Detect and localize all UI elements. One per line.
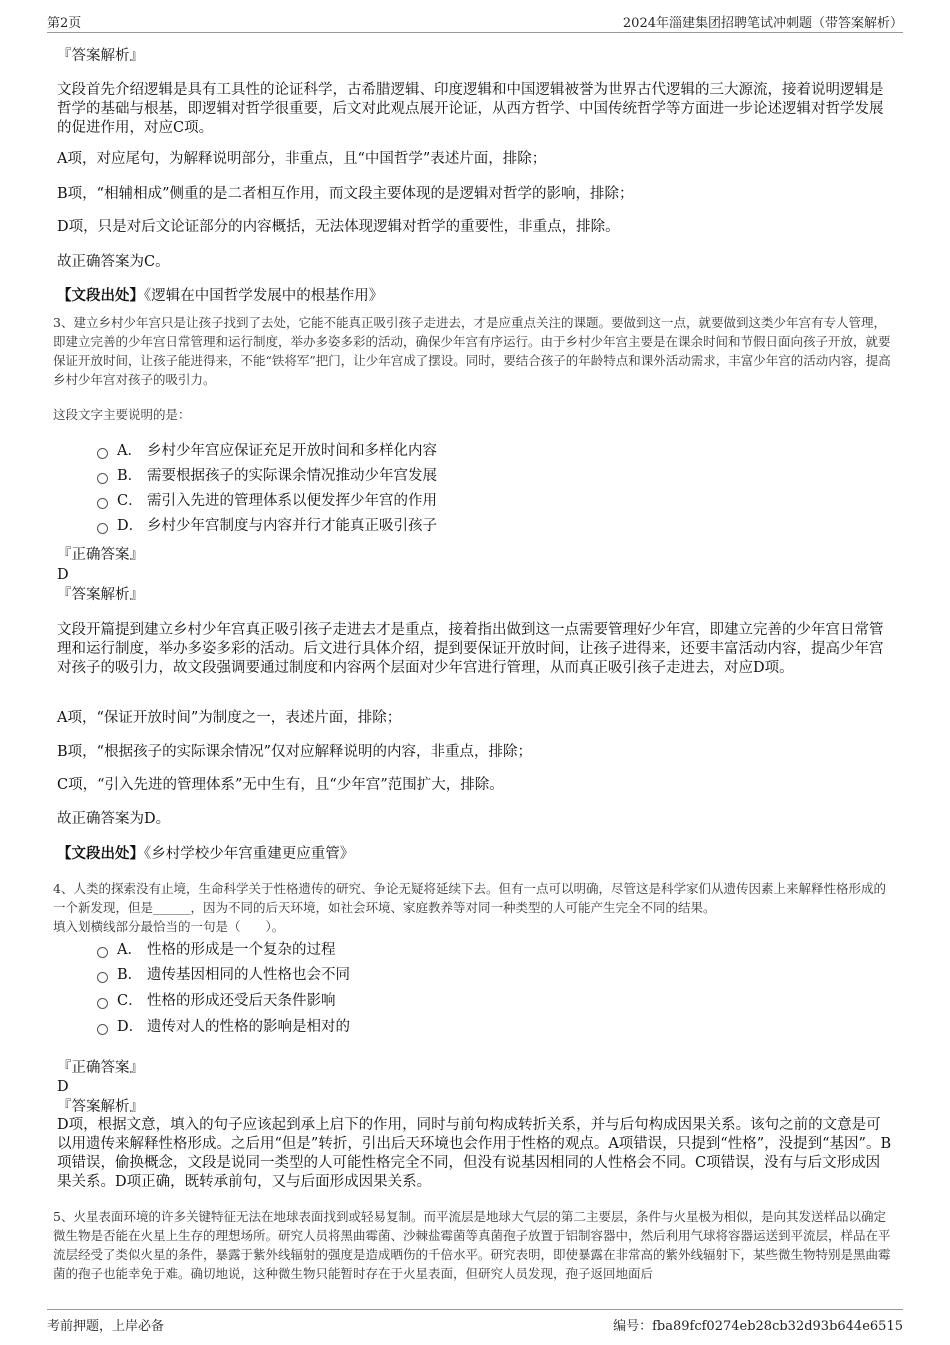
q4-option-c[interactable] xyxy=(97,991,336,1011)
page-footer xyxy=(47,1309,903,1334)
q2-analysis-paragraph: 文段首先介绍逻辑是具有工具性的论证科学，古希腊逻辑、印度逻辑和中国逻辑被誉为世界古代逻辑的三大源流，接着说明逻辑是哲学的基础与根基，即逻辑对哲学很重要，后文对此观点展开论证，从西方哲学、中国传统哲学等方面进一步论述逻辑对哲学发展的促进作用，对应C项。 xyxy=(57,82,884,136)
q3-option-b[interactable] xyxy=(97,466,437,486)
radio-icon[interactable] xyxy=(97,473,108,484)
q3-analysis-title: 『答案解析』 xyxy=(57,587,144,603)
q3-analysis-option-b: B项，“根据孩子的实际课余情况”仅对应解释说明的内容，非重点，排除； xyxy=(57,744,532,760)
q4-option-b[interactable] xyxy=(97,965,350,985)
page-number: 第2页 xyxy=(47,16,82,31)
q2-source-title: 《逻辑在中国哲学发展中的根基作用》 xyxy=(144,288,384,304)
option-key: D． xyxy=(117,518,144,534)
radio-icon[interactable] xyxy=(97,998,108,1009)
document-title: 2024年淄建集团招聘笔试冲刺题（带答案解析） xyxy=(622,16,903,31)
option-key: C． xyxy=(117,993,143,1009)
radio-icon[interactable] xyxy=(97,448,108,459)
q4-stem: 4、人类的探索没有止境，生命科学关于性格遗传的研究、争论无疑将延续下去。但有一点可以明确，尽管这是科学家们从遗传因素上来解释性格形成的一个新发现，但是______，因为不同的后天环境，如社会环境、家庭教养等对同一种类型的人可能产生完全不同的结果。 xyxy=(53,881,886,915)
option-text: 性格的形成还受后天条件影响 xyxy=(147,993,336,1009)
q3-analysis-paragraph: 文段开篇提到建立乡村少年宫真正吸引孩子走进去才是重点，接着指出做到这一点需要管理好少年宫，即建立完善的少年宫日常管理和运行制度，举办多姿多彩的活动。后文进行具体介绍，提到要保证开放时间，让孩子进得来，还要丰富活动内容，提高少年宫对孩子的吸引力，故文段强调要通过制度和内容两个层面对少年宫进行管理，从而真正吸引孩子走进去，对应D项。 xyxy=(57,622,884,676)
q2-analysis-title: 『答案解析』 xyxy=(57,48,144,64)
option-text: 乡村少年宫应保证充足开放时间和多样化内容 xyxy=(147,443,437,459)
q4-option-a[interactable] xyxy=(97,940,336,960)
q2-analysis-option-d: D项，只是对后文论证部分的内容概括，无法体现逻辑对哲学的重要性，非重点，排除。 xyxy=(57,219,620,235)
radio-icon[interactable] xyxy=(97,523,108,534)
q2-source xyxy=(57,286,892,306)
q2-conclusion: 故正确答案为C。 xyxy=(57,254,170,270)
q4-analysis-paragraph: D项，根据文意，填入的句子应该起到承上启下的作用，同时与前句构成转折关系，并与后句构成因果关系。该句之前的文意是可以用遗传来解释性格形成。之后用“但是”转折，引出后天环境也会作用于性格的观点。A项错误，只提到“性格”，没提到“基因”。B项错误，偷换概念，文段是说同一类型的人可能性格完全不同，但没有说基因相同的人性格会不同。C项错误，没有与后文形成因果关系。D项正确，既转承前句，又与后面形成因果关系。 xyxy=(57,1117,892,1190)
q3-answer: D xyxy=(57,567,69,583)
q3-source-label: 【文段出处】 xyxy=(57,845,144,862)
q4-answer: D xyxy=(57,1079,69,1095)
q3-source-title: 《乡村学校少年宫重建更应重管》 xyxy=(144,846,355,862)
option-key: D． xyxy=(117,1019,144,1035)
q3-stem: 3、建立乡村少年宫只是让孩子找到了去处，它能不能真正吸引孩子走进去，才是应重点关注的课题。要做到这一点，就要做到这类少年宫有专人管理，即建立完善的少年宫日常管理和运行制度，举办多姿多彩的活动，确保少年宫有序运行。由于乡村少年宫主要是在课余时间和节假日面向孩子开放，就要保证开放时间，让孩子能进得来，不能“铁将军”把门，让少年宫成了摆设。同时，要结合孩子的年龄特点和课外活动需求，丰富少年宫的活动内容，提高乡村少年宫对孩子的吸引力。 xyxy=(53,315,891,387)
q4-prompt: 填入划横线部分最恰当的一句是（ ）。 xyxy=(53,919,285,934)
option-key: A． xyxy=(117,443,142,459)
page-header xyxy=(47,10,903,33)
option-text: 性格的形成是一个复杂的过程 xyxy=(147,942,336,958)
option-text: 遗传对人的性格的影响是相对的 xyxy=(147,1019,350,1035)
q3-analysis-option-c: C项，“引入先进的管理体系”无中生有，且“少年宫”范围扩大，排除。 xyxy=(57,777,504,793)
q4-analysis-title: 『答案解析』 xyxy=(57,1099,144,1115)
option-text: 需引入先进的管理体系以便发挥少年宫的作用 xyxy=(147,493,437,509)
radio-icon[interactable] xyxy=(97,972,108,983)
q5-stem: 5、火星表面环境的许多关键特征无法在地球表面找到或轻易复制。而平流层是地球大气层的第二主要层，条件与火星极为相似，是向其发送样品以确定微生物是否能在火星上生存的理想场所。研究人员将黑曲霉菌、沙棘盐霉菌等真菌孢子放置于铝制容器中，然后利用气球将容器运送到平流层，样品在平流层经受了类似火星的条件，暴露于紫外线辐射的强度是造成晒伤的千倍水平。研究表明，即使暴露在非常高的紫外线辐射下，某些微生物特别是黑曲霉菌的孢子也能幸免于难。确切地说，这种微生物只能暂时存在于火星表面，但研究人员发现，孢子返回地面后 xyxy=(53,1209,891,1281)
option-key: C． xyxy=(117,493,143,509)
option-text: 需要根据孩子的实际课余情况推动少年宫发展 xyxy=(147,468,437,484)
q3-option-c[interactable] xyxy=(97,491,437,511)
q4-option-d[interactable] xyxy=(97,1017,350,1037)
radio-icon[interactable] xyxy=(97,947,108,958)
q2-analysis-option-a: A项，对应尾句，为解释说明部分，非重点，且“中国哲学”表述片面，排除； xyxy=(57,151,547,167)
option-text: 乡村少年宫制度与内容并行才能真正吸引孩子 xyxy=(147,518,437,534)
q3-option-d[interactable] xyxy=(97,516,437,536)
radio-icon[interactable] xyxy=(97,1024,108,1035)
q3-prompt: 这段文字主要说明的是： xyxy=(53,407,191,422)
q3-source xyxy=(57,844,892,864)
option-text: 遗传基因相同的人性格也会不同 xyxy=(147,967,350,983)
option-key: A． xyxy=(117,942,142,958)
option-key: B． xyxy=(117,468,143,484)
q2-source-label: 【文段出处】 xyxy=(57,287,144,304)
q4-answer-title: 『正确答案』 xyxy=(57,1060,144,1076)
footer-slogan: 考前押题，上岸必备 xyxy=(47,1319,165,1334)
q3-conclusion: 故正确答案为D。 xyxy=(57,811,171,827)
radio-icon[interactable] xyxy=(97,498,108,509)
document-code: 编号：fba89fcf0274eb28cb32d93b644e6515 xyxy=(613,1319,903,1334)
q3-option-a[interactable] xyxy=(97,441,437,461)
q3-answer-title: 『正确答案』 xyxy=(57,547,144,563)
option-key: B． xyxy=(117,967,143,983)
q2-analysis-option-b: B项，“相辅相成”侧重的是二者相互作用，而文段主要体现的是逻辑对哲学的影响，排除； xyxy=(57,186,634,202)
q3-analysis-option-a: A项，“保证开放时间”为制度之一，表述片面，排除； xyxy=(57,710,402,726)
